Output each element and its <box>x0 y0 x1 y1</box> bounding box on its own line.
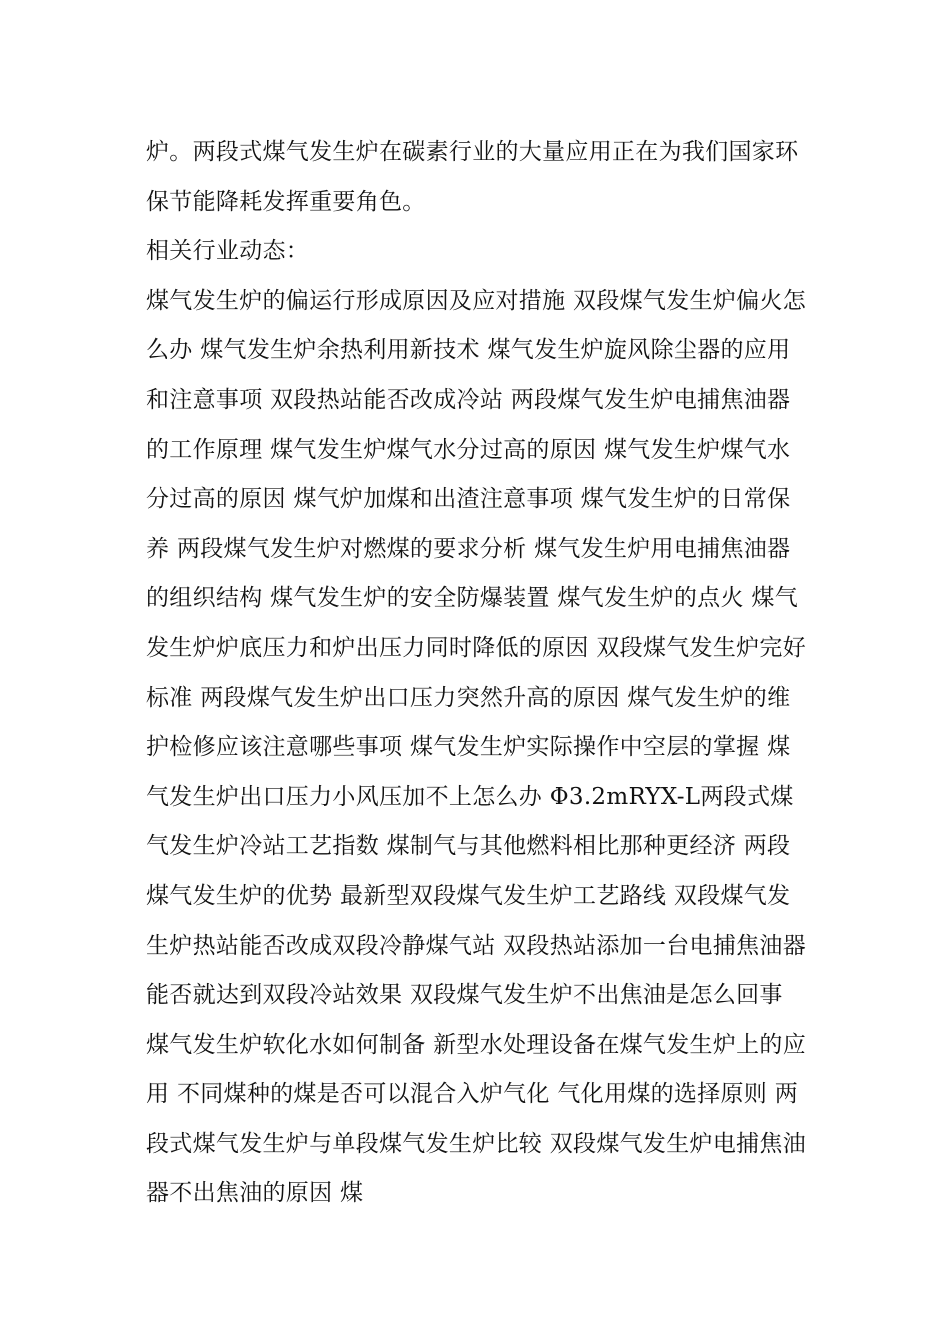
news-link[interactable]: 双段热站添加一台电捕焦油器能否就达到双段冷站效果 <box>146 932 807 1009</box>
news-link[interactable]: 煤气发生炉煤气水分过高的原因 <box>270 436 597 463</box>
news-list <box>146 277 808 1219</box>
news-link[interactable]: 两段式煤气发生炉与单段煤气发生炉比较 <box>146 1081 799 1157</box>
news-link[interactable]: 煤气发生炉的偏运行形成原因及应对措施 <box>146 287 566 314</box>
document-body <box>146 128 808 1219</box>
news-link[interactable]: 煤气发生炉用电捕焦油器的组织结构 <box>146 535 791 612</box>
news-link[interactable]: 煤气发生炉软化水如何制备 <box>146 1031 426 1058</box>
intro-paragraph: 炉。两段式煤气发生炉在碳素行业的大量应用正在为我们国家环保节能降耗发挥重要角色。 <box>146 139 799 215</box>
news-link[interactable]: 双段煤气发生炉偏火怎么办 <box>146 287 807 364</box>
news-link[interactable]: 双段煤气发生炉热站能否改成双段冷静煤气站 <box>146 882 791 959</box>
news-link[interactable]: 煤 <box>340 1180 364 1207</box>
news-link[interactable]: 不同煤种的煤是否可以混合入炉气化 <box>176 1081 550 1108</box>
news-link[interactable]: 煤制气与其他燃料相比那种更经济 <box>386 833 737 860</box>
news-link[interactable]: 双段煤气发生炉完好标准 <box>146 634 807 711</box>
news-link[interactable]: 煤气炉加煤和出渣注意事项 <box>293 486 574 513</box>
news-link[interactable]: 煤气发生炉的维护检修应该注意哪些事项 <box>146 684 791 761</box>
news-link[interactable]: 两段煤气发生炉出口压力突然升高的原因 <box>200 684 620 711</box>
news-link[interactable]: 煤气发生炉煤气水分过高的原因 <box>146 436 791 513</box>
news-link[interactable]: 煤气发生炉余热利用新技术 <box>200 337 480 364</box>
news-link[interactable]: 新型水处理设备在煤气发生炉上的应用 <box>146 1031 807 1108</box>
section-heading: 相关行业动态： <box>146 238 310 265</box>
news-link[interactable]: 煤气发生炉炉底压力和炉出压力同时降低的原因 <box>146 585 798 661</box>
news-link[interactable]: 两段煤气发生炉对燃煤的要求分析 <box>176 535 527 562</box>
news-link[interactable]: 煤气发生炉旋风除尘器的应用和注意事项 <box>146 337 791 413</box>
news-link[interactable]: 煤气发生炉的点火 <box>557 585 744 612</box>
news-link[interactable]: 两段煤气发生炉的优势 <box>146 833 791 909</box>
news-link[interactable]: 气化用煤的选择原则 <box>557 1081 768 1108</box>
news-link[interactable]: 双段煤气发生炉电捕焦油器不出焦油的原因 <box>146 1130 807 1207</box>
news-link[interactable]: 双段煤气发生炉不出焦油是怎么回事 <box>409 982 783 1009</box>
news-link[interactable]: 两段煤气发生炉电捕焦油器的工作原理 <box>146 386 791 463</box>
news-link[interactable]: 煤气发生炉出口压力小风压加不上怎么办 <box>146 734 791 810</box>
news-link[interactable]: 煤气发生炉的日常保养 <box>146 486 791 562</box>
news-link[interactable]: Φ3.2mRYX-L两段式煤气发生炉冷站工艺指数 <box>146 783 794 860</box>
news-link[interactable]: 双段热站能否改成冷站 <box>270 386 504 413</box>
news-link[interactable]: 煤气发生炉的安全防爆装置 <box>270 585 550 612</box>
news-link[interactable]: 最新型双段煤气发生炉工艺路线 <box>340 882 667 909</box>
news-link[interactable]: 煤气发生炉实际操作中空层的掌握 <box>409 734 760 761</box>
